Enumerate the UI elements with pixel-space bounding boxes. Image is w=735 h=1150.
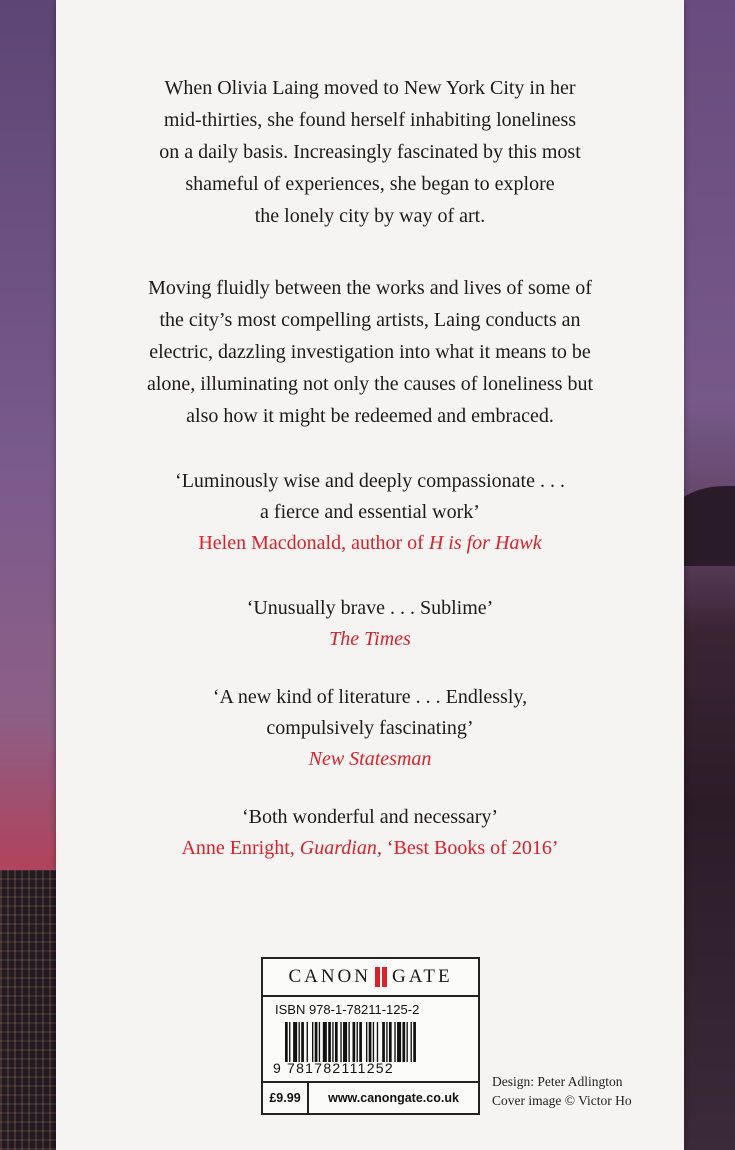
barcode-bar: [402, 1022, 405, 1062]
attribution-title: Guardian,: [299, 837, 382, 859]
logo-text-right: GATE: [392, 966, 453, 987]
barcode-bar: [411, 1022, 412, 1062]
attribution-name: Helen Macdonald, author of: [198, 532, 429, 554]
publisher-url: www.canongate.co.uk: [328, 1091, 459, 1105]
blurb-line: Moving fluidly between the works and lives of some of: [148, 277, 592, 299]
barcode-bar: [394, 1022, 395, 1062]
quote-line: ‘Luminously wise and deeply compassionate . . .: [175, 470, 565, 492]
barcode-bar: [353, 1022, 356, 1062]
barcode-bar: [373, 1022, 374, 1062]
barcode-bar: [299, 1022, 300, 1062]
blurb-paragraph-2: [56, 272, 684, 432]
publisher-logo: [263, 959, 478, 997]
barcode-bar: [307, 1022, 308, 1062]
barcode-bar: [389, 1022, 392, 1062]
review-quote-4: [56, 802, 684, 864]
review-quote-3: [56, 682, 684, 775]
barcode-bar: [366, 1022, 367, 1062]
back-cover-panel: [56, 0, 684, 1150]
publisher-box: [261, 957, 480, 1115]
canongate-mark-icon: [374, 967, 388, 987]
barcode-bar: [340, 1022, 341, 1062]
barcode-bar: [335, 1022, 338, 1062]
barcode-bar: [397, 1022, 401, 1062]
attribution-title: H is for Hawk: [428, 532, 542, 554]
quote-line: a fierce and essential work’: [260, 501, 480, 523]
design-credit: Design: Peter Adlington: [492, 1074, 623, 1089]
barcode-bar: [348, 1022, 349, 1062]
barcode-number: 781782111252: [287, 1060, 394, 1076]
quote-line: ‘Unusually brave . . . Sublime’: [246, 597, 494, 619]
barcode-bar: [413, 1022, 416, 1062]
barcode-bar: [285, 1022, 288, 1062]
blurb-line: the city’s most compelling artists, Laing conducts an: [159, 309, 581, 331]
attribution-title: New Statesman: [308, 748, 432, 770]
quote-attribution: [181, 837, 558, 859]
price: £9.99: [263, 1083, 309, 1113]
barcode-bar: [382, 1022, 385, 1062]
blurb-line: electric, dazzling investigation into what it means to be: [149, 341, 591, 363]
attribution-note: ‘Best Books of 2016’: [381, 837, 559, 859]
quote-line: compulsively fascinating’: [266, 717, 474, 739]
barcode-bar: [369, 1022, 372, 1062]
barcode-bar: [386, 1022, 387, 1062]
attribution-title: The Times: [329, 628, 411, 650]
barcode-area: [273, 1022, 468, 1076]
quote-attribution: [198, 532, 541, 554]
price-row: [263, 1081, 478, 1113]
barcode-bar: [377, 1022, 378, 1062]
blurb-line: shameful of experiences, she began to explore: [185, 173, 555, 195]
barcode-bar: [359, 1022, 362, 1062]
barcode-first-digit: 9: [273, 1060, 283, 1076]
quote-attribution: [329, 628, 411, 650]
quote-attribution: [309, 748, 432, 770]
quote-line: ‘Both wonderful and necessary’: [241, 806, 499, 828]
cover-credits: [492, 1072, 632, 1110]
barcode-bar: [343, 1022, 347, 1062]
blurb-line: When Olivia Laing moved to New York City in her: [164, 77, 576, 99]
blurb-line: alone, illuminating not only the causes of loneliness but: [146, 373, 594, 395]
barcode-bar: [328, 1022, 331, 1062]
barcode-icon: [285, 1022, 465, 1062]
logo-text-left: CANON: [288, 966, 371, 987]
barcode-bar: [301, 1022, 304, 1062]
review-quote-1: [56, 466, 684, 559]
barcode-bar: [319, 1022, 320, 1062]
barcode-bar: [289, 1022, 290, 1062]
review-quote-2: [56, 593, 684, 655]
blurb-line: the lonely city by way of art.: [254, 205, 486, 227]
isbn-number: ISBN 978-1-78211-125-2: [275, 1002, 420, 1017]
blurb-line: on a daily basis. Increasingly fascinated by this most: [159, 141, 581, 163]
barcode-bar: [315, 1022, 318, 1062]
quote-line: ‘A new kind of literature . . . Endlessly,: [212, 686, 528, 708]
barcode-bar: [323, 1022, 327, 1062]
blurb-line: also how it might be redeemed and embraced.: [186, 405, 554, 427]
barcode-bar: [293, 1022, 297, 1062]
blurb-line: mid-thirties, she found herself inhabiting loneliness: [163, 109, 577, 131]
barcode-bar: [332, 1022, 333, 1062]
attribution-name: Anne Enright,: [181, 837, 300, 859]
barcode-bar: [312, 1022, 313, 1062]
blurb-paragraph-1: [56, 72, 684, 232]
barcode-bar: [357, 1022, 358, 1062]
cover-image-credit: Cover image © Victor Ho: [492, 1093, 632, 1108]
barcode-bar: [407, 1022, 408, 1062]
